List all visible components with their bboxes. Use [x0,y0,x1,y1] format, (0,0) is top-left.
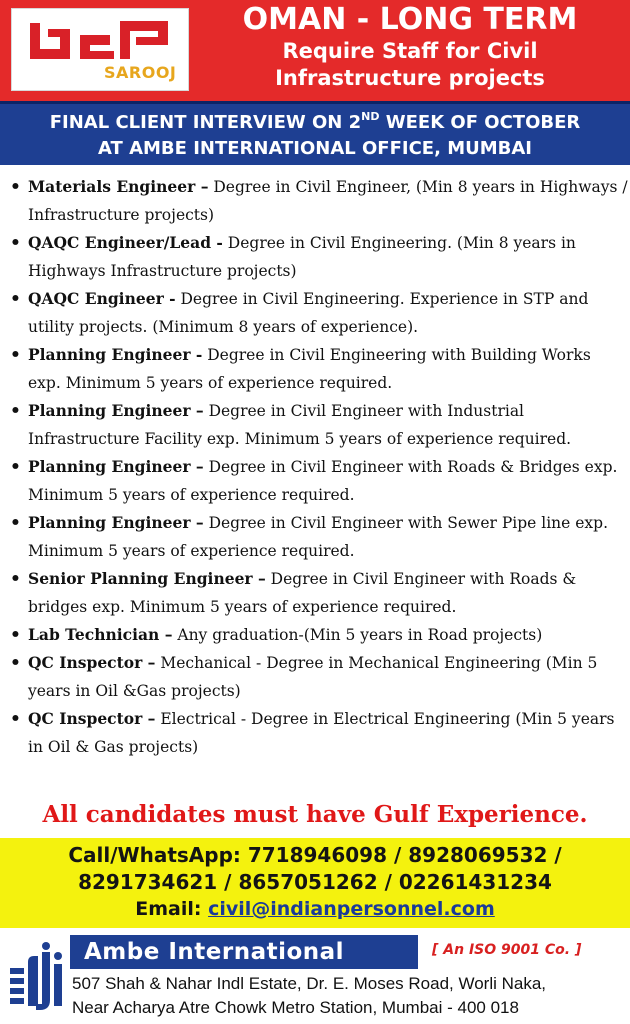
job-description: Degree in Civil Engineer with Roads & Bridges exp. Minimum 5 years of experience required. [28,458,618,504]
job-description: Degree in Civil Engineering. (Min 8 years in Highways Infrastructure projects) [28,234,576,280]
email-label: Email: [135,898,209,920]
job-item [10,397,628,453]
job-role: QC Inspector – [28,709,156,728]
job-description: Degree in Civil Engineering. Experience in STP and utility projects. (Minimum 8 years of experience). [28,290,589,336]
address-line-1: 507 Shah & Nahar Indl Estate, Dr. E. Moses Road, Worli Naka, [72,974,547,993]
job-role: Senior Planning Engineer – [28,569,266,588]
job-description: Mechanical - Degree in Mechanical Engineering (Min 5 years in Oil &Gas projects) [28,654,598,700]
job-role: QAQC Engineer/Lead - [28,233,223,252]
job-role: Planning Engineer – [28,513,204,532]
iso-badge: [ An ISO 9001 Co. ] [432,942,582,958]
job-list [10,173,628,761]
job-description: Any graduation-(Min 5 years in Road projects) [172,626,543,644]
interview-banner [0,101,630,165]
job-item [10,341,628,397]
email-link[interactable]: civil@indianpersonnel.com [208,898,495,920]
logo-wordmark: SAROOJ [104,63,177,82]
job-description: Degree in Civil Engineering with Building Works exp. Minimum 5 years of experience required. [28,346,591,392]
job-role: Planning Engineer – [28,457,204,476]
subtitle-line-1: Require Staff for Civil [282,39,538,63]
header-banner [0,0,630,101]
job-role: Materials Engineer – [28,177,209,196]
job-role: QAQC Engineer - [28,289,176,308]
company-name: Ambe International [70,935,418,969]
job-description: Degree in Civil Engineer with Sewer Pipe line exp. Minimum 5 years of experience required. [28,514,608,560]
job-item [10,173,628,229]
job-description: Electrical - Degree in Electrical Engineering (Min 5 years in Oil & Gas projects) [28,710,615,756]
contact-box [0,838,630,928]
job-item [10,509,628,565]
sarooj-logo [11,8,189,91]
job-item [10,285,628,341]
job-role: Planning Engineer – [28,401,204,420]
subtitle-line-2: Infrastructure projects [275,66,545,90]
company-address [72,972,628,1020]
page-title: OMAN - LONG TERM [242,2,578,37]
gulf-experience-note: All candidates must have Gulf Experience. [42,801,588,828]
job-item [10,649,628,705]
job-description: Degree in Civil Engineer with Roads & bridges exp. Minimum 5 years of experience required. [28,570,577,616]
phone-line-1: Call/WhatsApp: 7718946098 / 8928069532 / [68,843,562,867]
address-line-2: Near Acharya Atre Chowk Metro Station, Mumbai - 400 018 [72,998,519,1017]
job-description: Degree in Civil Engineer, (Min 8 years in Highways / Infrastructure projects) [28,178,628,224]
job-role: QC Inspector – [28,653,156,672]
ambe-international-logo-icon [8,942,66,1012]
job-item [10,705,628,761]
job-item [10,565,628,621]
page-subtitle [190,38,630,92]
job-role: Lab Technician – [28,625,173,644]
email-row [0,896,630,923]
job-item [10,453,628,509]
interview-line-2: AT AMBE INTERNATIONAL OFFICE, MUMBAI [98,138,532,159]
job-role: Planning Engineer - [28,345,203,364]
phone-line-2: 8291734621 / 8657051262 / 02261431234 [78,870,552,894]
footer [0,928,630,1024]
interview-line-1: FINAL CLIENT INTERVIEW ON 2ND WEEK OF OCTOBER [49,110,581,133]
job-item [10,229,628,285]
job-item [10,621,628,649]
job-description: Degree in Civil Engineer with Industrial Infrastructure Facility exp. Minimum 5 years of experience required. [28,402,572,448]
